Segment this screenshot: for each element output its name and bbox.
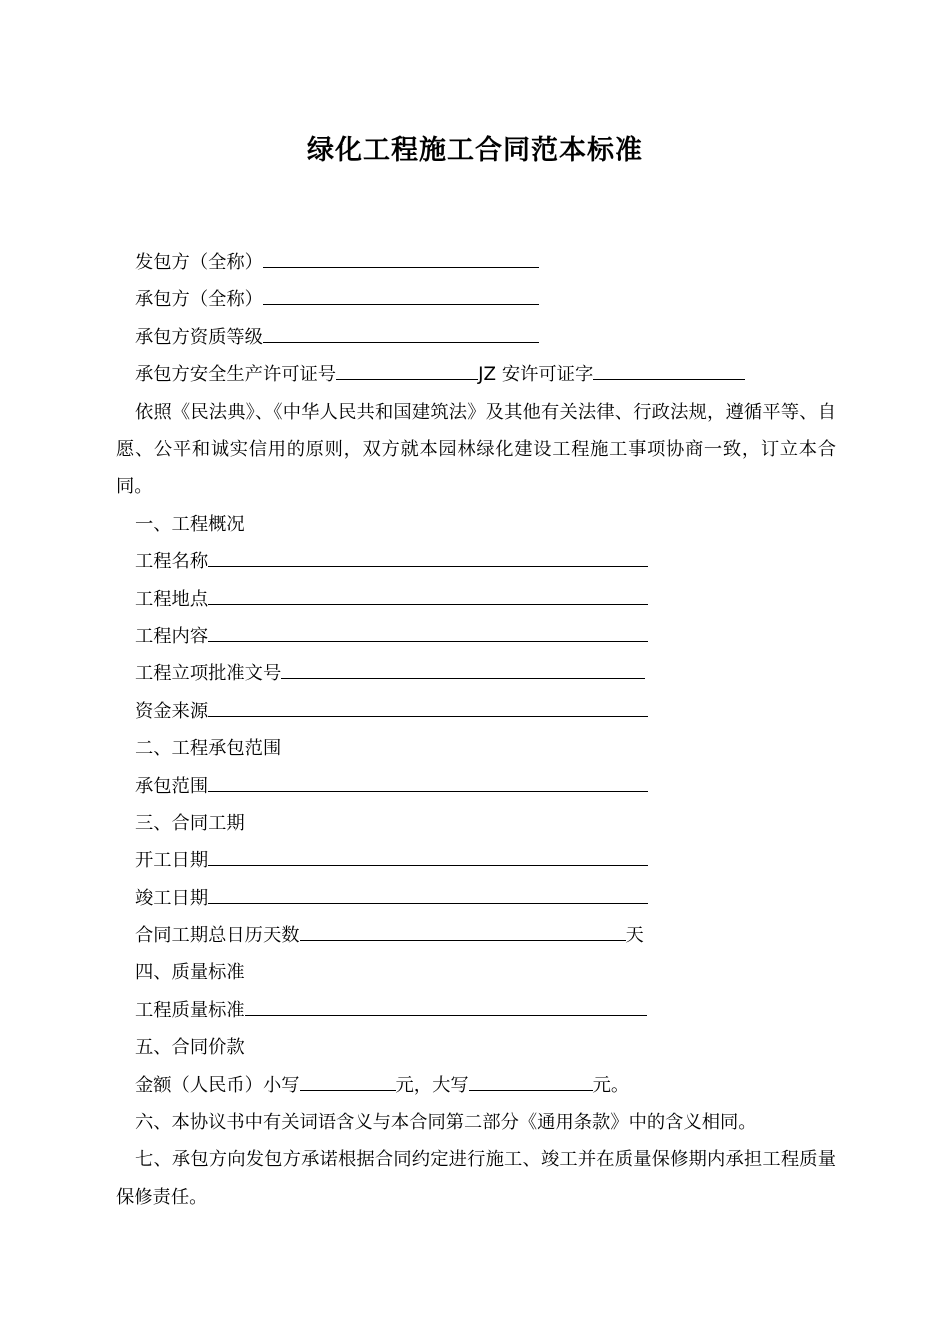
quality-blank[interactable] xyxy=(245,993,647,1016)
project-content-line xyxy=(116,618,836,655)
jz-license-blank[interactable] xyxy=(593,357,745,380)
amount-words-blank[interactable] xyxy=(469,1068,593,1091)
section6-paragraph: 六、本协议书中有关词语含义与本合同第二部分《通用条款》中的含义相同。 xyxy=(135,1112,757,1134)
project-approval-blank[interactable] xyxy=(281,656,645,679)
start-date-label: 开工日期 xyxy=(135,850,209,872)
amount-line xyxy=(116,1067,836,1104)
employer-label: 发包方（全称） xyxy=(135,252,263,273)
project-approval-line xyxy=(116,655,836,692)
project-location-blank[interactable] xyxy=(208,582,648,605)
project-location-label: 工程地点 xyxy=(135,588,209,610)
project-content-blank[interactable] xyxy=(208,619,648,642)
scope-line xyxy=(116,768,836,805)
jz-license-label: JZ 安许可证字 xyxy=(478,364,594,386)
project-name-blank[interactable] xyxy=(208,544,648,567)
start-date-line xyxy=(116,842,836,879)
project-name-line xyxy=(116,543,836,580)
amount-label: 金额（人民币）小写 xyxy=(135,1074,300,1096)
license-line xyxy=(116,356,836,393)
section3-heading: 三、合同工期 xyxy=(135,812,245,834)
scope-label: 承包范围 xyxy=(135,775,209,797)
project-approval-label: 工程立项批准文号 xyxy=(135,663,282,685)
preamble-paragraph: 依照《民法典》、《中华人民共和国建筑法》及其他有关法律、行政法规，遵循平等、自愿、公平和诚实信用的原则，双方就本园林绿化建设工程施工事项协商一致，订立本合同。 xyxy=(116,401,836,498)
funding-blank[interactable] xyxy=(208,694,648,717)
section5-heading: 五、合同价款 xyxy=(135,1037,245,1059)
amount-figures-blank[interactable] xyxy=(300,1068,396,1091)
section4-heading: 四、质量标准 xyxy=(135,962,245,984)
total-days-label: 合同工期总日历天数 xyxy=(135,925,300,947)
contractor-label: 承包方（全称） xyxy=(135,289,263,311)
project-name-label: 工程名称 xyxy=(135,551,209,573)
end-date-blank[interactable] xyxy=(208,881,648,904)
end-date-label: 竣工日期 xyxy=(135,887,209,909)
contractor-blank[interactable] xyxy=(263,282,539,305)
total-days-blank[interactable] xyxy=(300,918,626,941)
yuan-end-label: 元。 xyxy=(592,1074,630,1096)
section2-heading: 二、工程承包范围 xyxy=(135,738,282,760)
project-content-label: 工程内容 xyxy=(135,625,209,647)
qualification-line xyxy=(116,319,836,356)
scope-blank[interactable] xyxy=(208,769,648,792)
document-body xyxy=(116,244,836,1216)
document-title: 绿化工程施工合同范本标准 xyxy=(307,135,643,166)
days-unit: 天 xyxy=(625,925,644,947)
end-date-line xyxy=(116,880,836,917)
funding-line xyxy=(116,693,836,730)
total-days-line xyxy=(116,917,836,954)
funding-label: 资金来源 xyxy=(135,700,209,722)
contractor-line xyxy=(116,281,836,318)
section7-paragraph: 七、承包方向发包方承诺根据合同约定进行施工、竣工并在质量保修期内承担工程质量保修责任。 xyxy=(116,1149,836,1208)
start-date-blank[interactable] xyxy=(208,843,648,866)
qualification-blank[interactable] xyxy=(263,320,539,343)
yuan-comma-label: 元，大写 xyxy=(395,1074,469,1096)
safety-license-blank[interactable] xyxy=(336,357,478,380)
safety-license-label: 承包方安全生产许可证号 xyxy=(135,364,337,386)
employer-line xyxy=(116,244,836,281)
qualification-label: 承包方资质等级 xyxy=(135,326,263,348)
project-location-line xyxy=(116,581,836,618)
quality-label: 工程质量标准 xyxy=(135,999,245,1021)
section1-heading: 一、工程概况 xyxy=(135,513,245,535)
quality-line xyxy=(116,992,836,1029)
employer-blank[interactable] xyxy=(263,245,539,268)
